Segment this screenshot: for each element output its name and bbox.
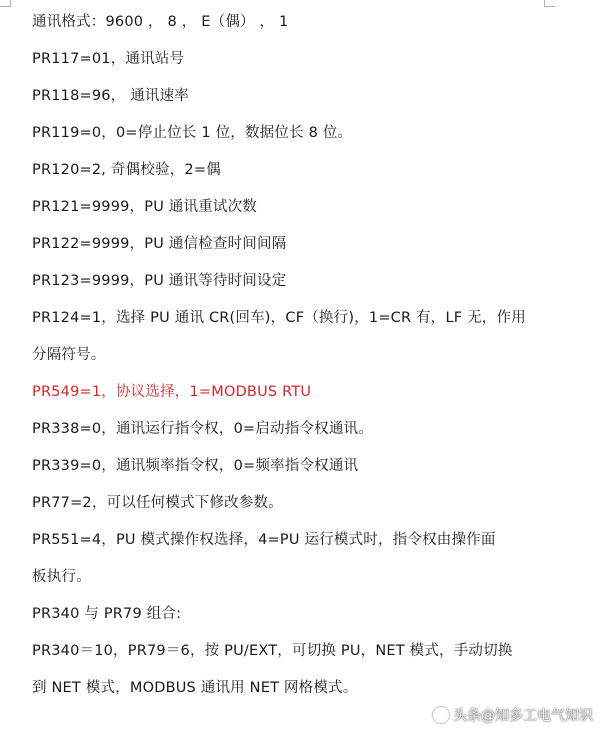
doc-line-pr549-highlight: PR549=1，协议选择，1=MODBUS RTU [32,384,312,400]
page-corner-mark-right [544,0,555,7]
doc-line-pr340-pr79-continued: 到 NET 模式，MODBUS 通讯用 NET 网格模式。 [32,680,358,696]
doc-line-pr120: PR120=2, 奇偶校验，2=偶 [32,162,221,178]
doc-line-pr122: PR122=9999，PU 通信检查时间间隔 [32,236,287,252]
checkmark-circle-icon [433,707,449,723]
doc-line-pr340-pr79-heading: PR340 与 PR79 组合: [32,606,182,622]
doc-line-pr551: PR551=4，PU 模式操作权选择，4=PU 运行模式时，指令权由操作面 [32,532,496,548]
doc-line-pr338: PR338=0，通讯运行指令权，0=启动指令权通讯。 [32,421,373,437]
doc-line-pr118: PR118=96， 通讯速率 [32,88,190,104]
source-watermark [433,705,593,725]
doc-line-pr119: PR119=0，0=停止位长 1 位，数据位长 8 位。 [32,125,353,141]
page-corner-mark-left [0,0,11,7]
doc-line-pr117: PR117=01，通讯站号 [32,51,185,67]
doc-line-pr124-continued: 分隔符号。 [32,347,106,363]
doc-line-pr123: PR123=9999，PU 通讯等待时间设定 [32,273,287,289]
doc-line-pr124: PR124=1，选择 PU 通讯 CR(回车)，CF（换行)，1=CR 有，LF 无，作用 [32,310,526,326]
doc-line-pr121: PR121=9999，PU 通讯重试次数 [32,199,258,215]
watermark-text: 头条@知多工电气知识 [453,708,593,724]
document-body [32,8,544,711]
doc-line-pr77: PR77=2，可以任何模式下修改参数。 [32,495,283,511]
doc-line-pr339: PR339=0，通讯频率指令权，0=频率指令权通讯 [32,458,359,474]
doc-line-comm-format: 通讯格式：9600 ， 8 ， E（偶） ， 1 [32,14,289,30]
doc-line-pr340-pr79-values: PR340＝10，PR79＝6，按 PU/EXT，可切换 PU，NET 模式，手动切换 [32,643,513,659]
doc-line-pr551-continued: 板执行。 [32,569,91,585]
